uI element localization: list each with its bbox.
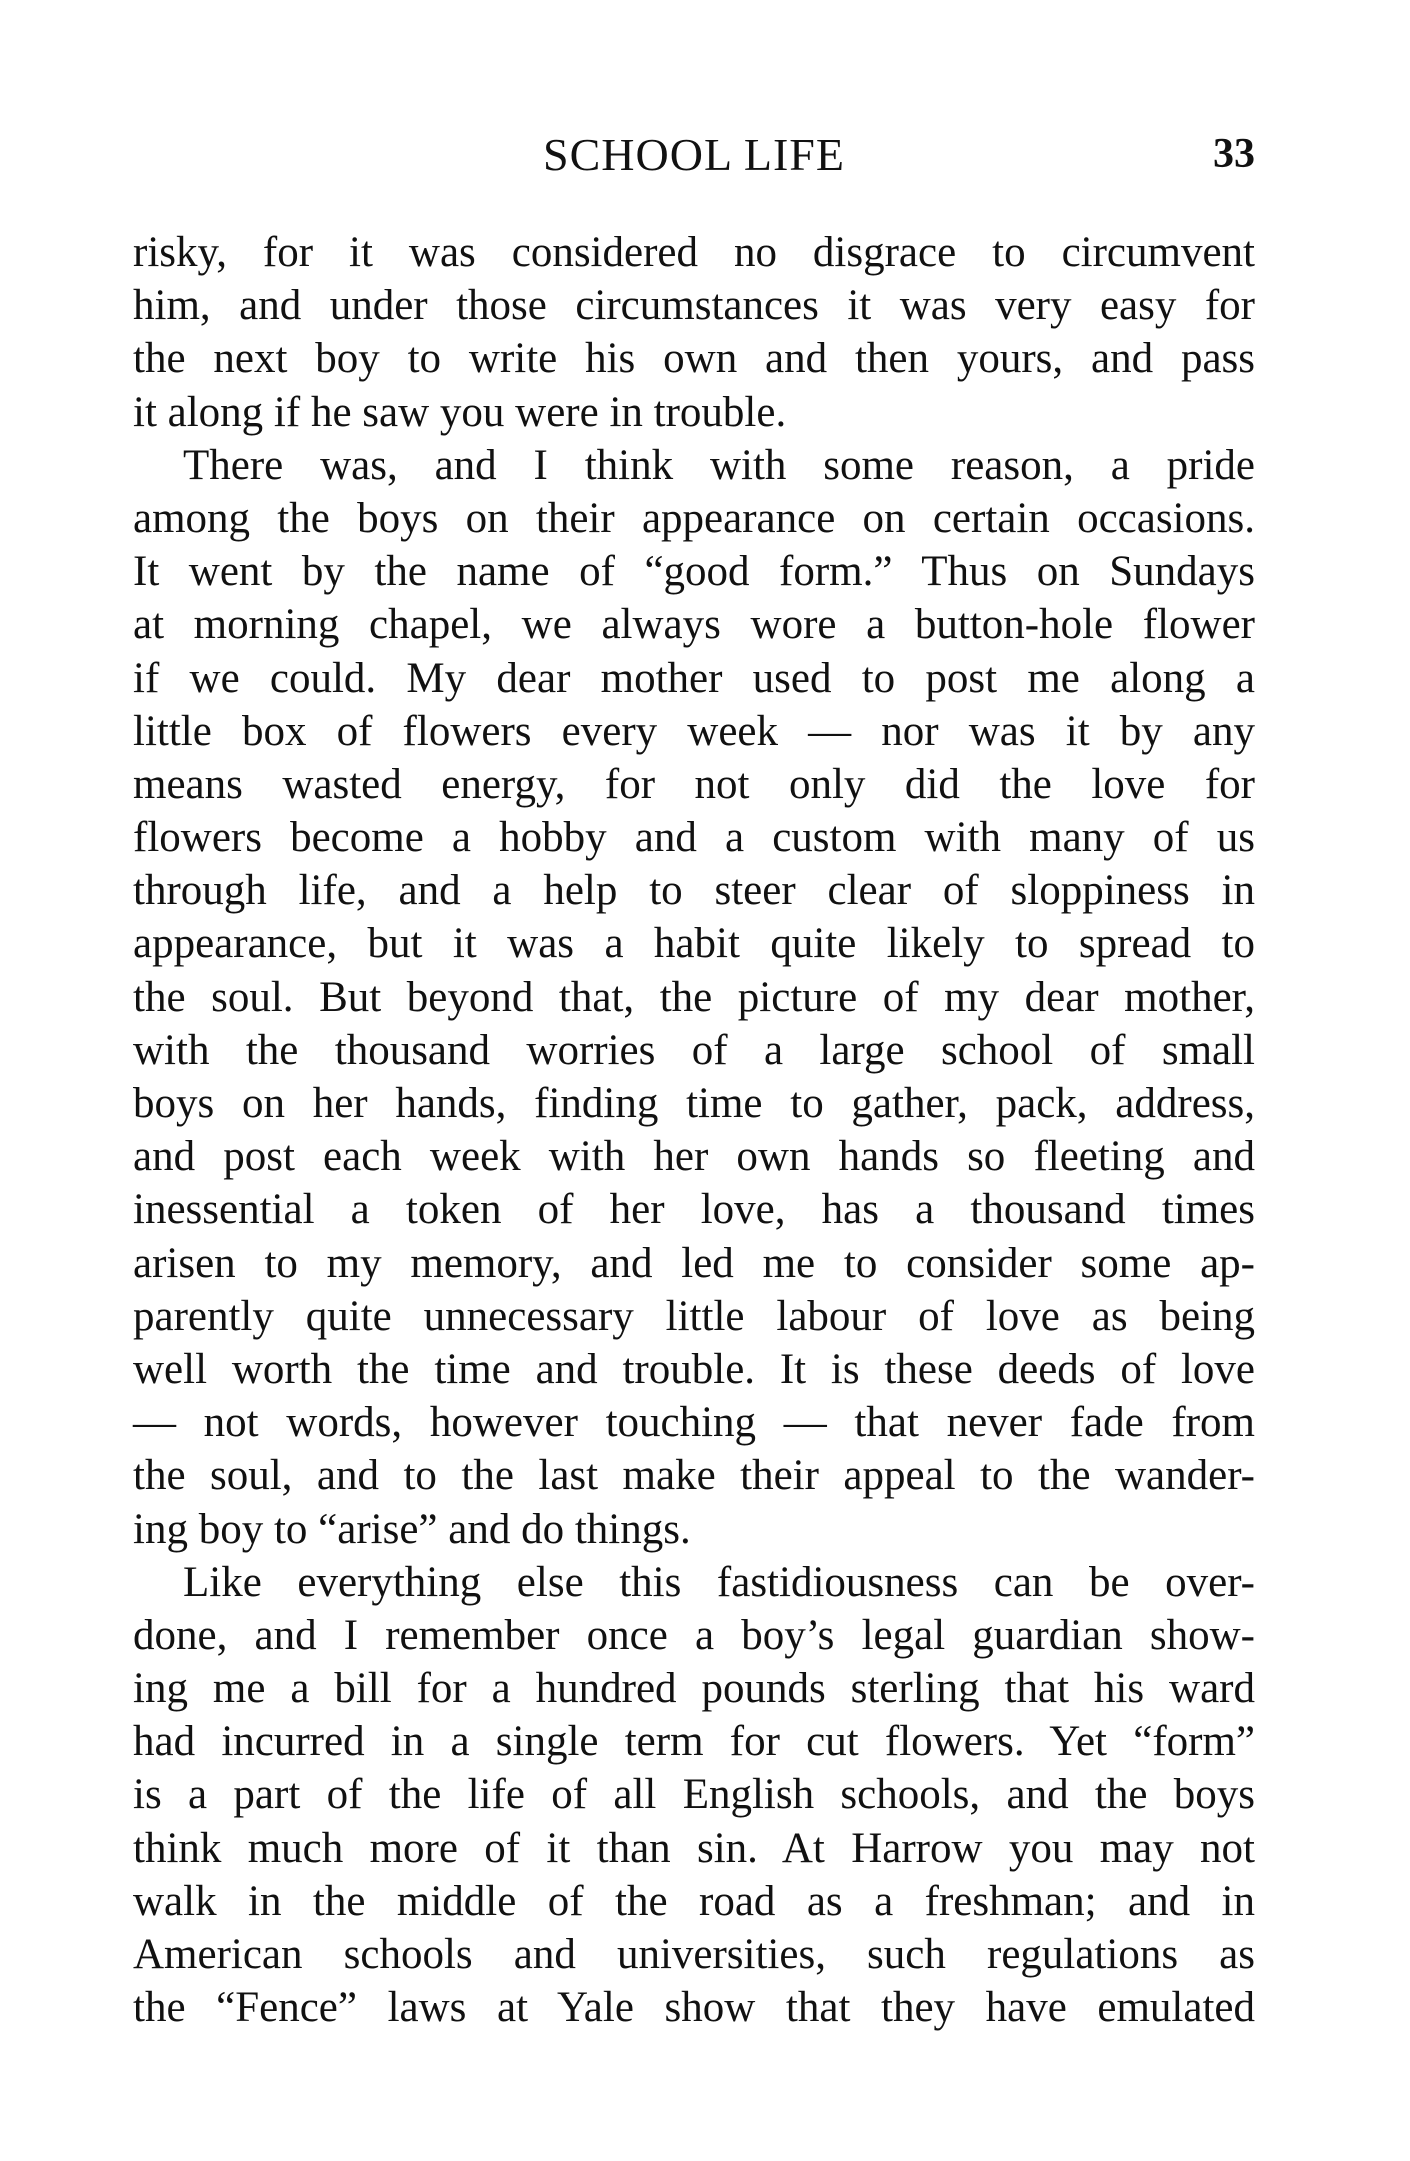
text-line: inessential a token of her love, has a thousand times [133,1186,1255,1234]
running-head-title: SCHOOL LIFE [543,129,845,180]
text-line: boys on her hands, finding time to gather, pack, address, [133,1080,1255,1127]
text-line: done, and I remember once a boy’s legal guardian show- [133,1611,1255,1659]
text-line: at morning chapel, we always wore a button-hole flower [133,601,1255,649]
text-line: arisen to my memory, and led me to consider some ap- [133,1239,1255,1287]
text-line: flowers become a hobby and a custom with many of us [133,814,1255,862]
text-line: There was, and I think with some reason, a pride [183,441,1255,489]
text-line: It went by the name of “good form.” Thus on Sundays [133,548,1255,596]
text-line: it along if he saw you were in trouble. [133,388,787,436]
text-line: ing me a bill for a hundred pounds sterling that his ward [133,1665,1255,1713]
running-head [133,128,1255,188]
text-line: the “Fence” laws at Yale show that they have emulated [133,1984,1255,2032]
text-line: well worth the time and trouble. It is these deeds of love [133,1345,1255,1393]
text-line: and post each week with her own hands so fleeting and [133,1133,1255,1181]
text-line: the next boy to write his own and then yours, and pass [133,335,1255,383]
text-line: Like everything else this fastidiousness can be over- [183,1558,1255,1606]
text-line: the soul, and to the last make their appeal to the wander- [133,1452,1255,1500]
text-line: him, and under those circumstances it was very easy for [133,282,1255,330]
page-number: 33 [1213,131,1255,177]
body-text [133,226,1255,2034]
text-line: is a part of the life of all English schools, and the boys [133,1771,1255,1819]
text-line: American schools and universities, such regulations as [133,1931,1255,1978]
text-line: means wasted energy, for not only did the love for [133,760,1255,808]
text-line: — not words, however touching — that never fade from [133,1399,1255,1447]
text-line: among the boys on their appearance on certain occasions. [133,494,1255,542]
text-line: little box of flowers every week — nor was it by any [133,707,1255,755]
text-line: with the thousand worries of a large school of small [133,1026,1255,1074]
text-line: ing boy to “arise” and do things. [133,1505,691,1553]
text-line: parently quite unnecessary little labour of love as being [133,1292,1255,1340]
text-line: if we could. My dear mother used to post me along a [133,654,1255,702]
text-line: the soul. But beyond that, the picture of my dear mother, [133,973,1255,1021]
text-line: walk in the middle of the road as a freshman; and in [133,1877,1255,1925]
text-line: through life, and a help to steer clear of sloppiness in [133,867,1255,915]
text-line: appearance, but it was a habit quite likely to spread to [133,920,1255,968]
text-line: think much more of it than sin. At Harrow you may not [133,1824,1255,1872]
text-line: risky, for it was considered no disgrace to circumvent [133,229,1255,276]
text-line: had incurred in a single term for cut flowers. Yet “form” [133,1718,1255,1766]
